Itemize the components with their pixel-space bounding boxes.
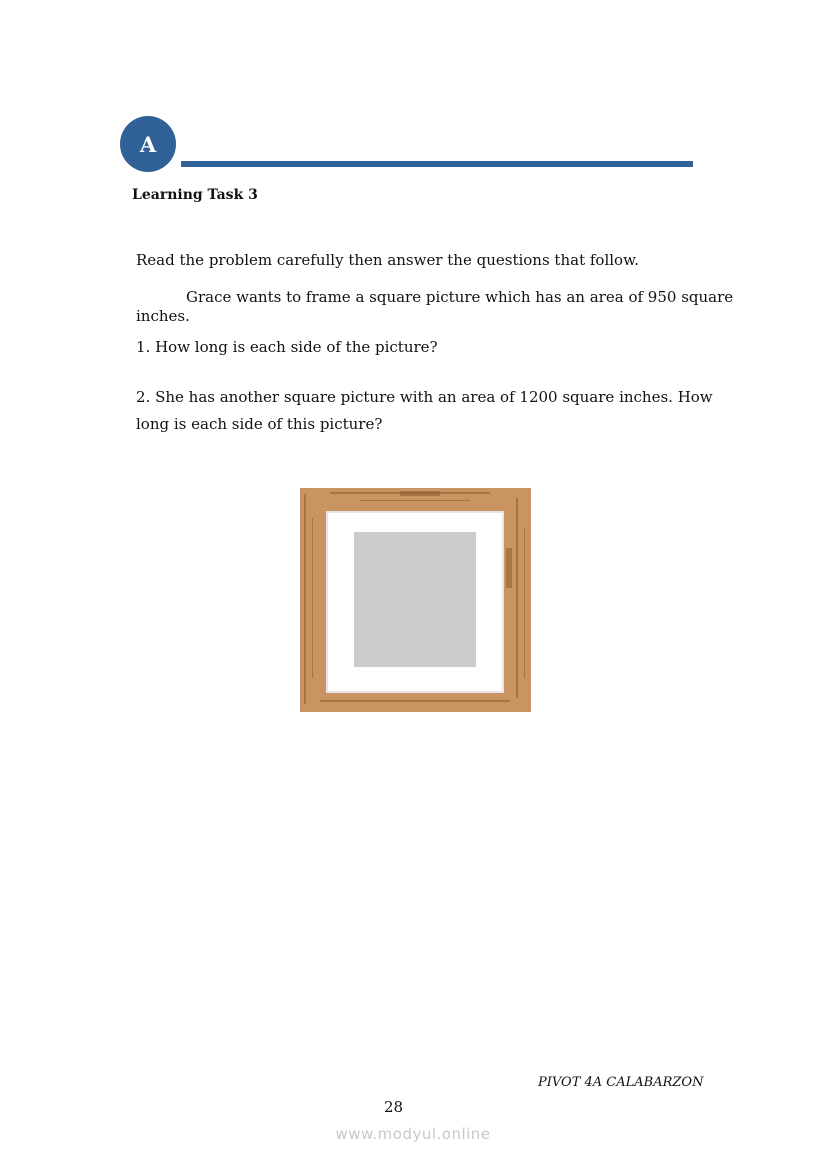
picture-frame-icon [300, 488, 531, 712]
section-divider [181, 161, 693, 167]
section-badge [120, 116, 176, 172]
task-instruction: Read the problem carefully then answer the questions that follow. [136, 251, 639, 269]
page-number: 28 [384, 1098, 404, 1116]
problem-statement: Grace wants to frame a square picture which has an area of 950 square inches. [136, 288, 734, 325]
task-title: Learning Task 3 [132, 187, 258, 203]
question-2: 2. She has another square picture with an area of 1200 square inches. How long is each side of this picture? [136, 388, 713, 433]
footer-brand: PIVOT 4A CALABARZON [538, 1075, 704, 1090]
section-badge-letter: A [139, 131, 157, 157]
picture-placeholder [354, 532, 476, 667]
question-1: 1. How long is each side of the picture? [136, 338, 438, 356]
watermark: www.modyul.online [335, 1125, 491, 1143]
